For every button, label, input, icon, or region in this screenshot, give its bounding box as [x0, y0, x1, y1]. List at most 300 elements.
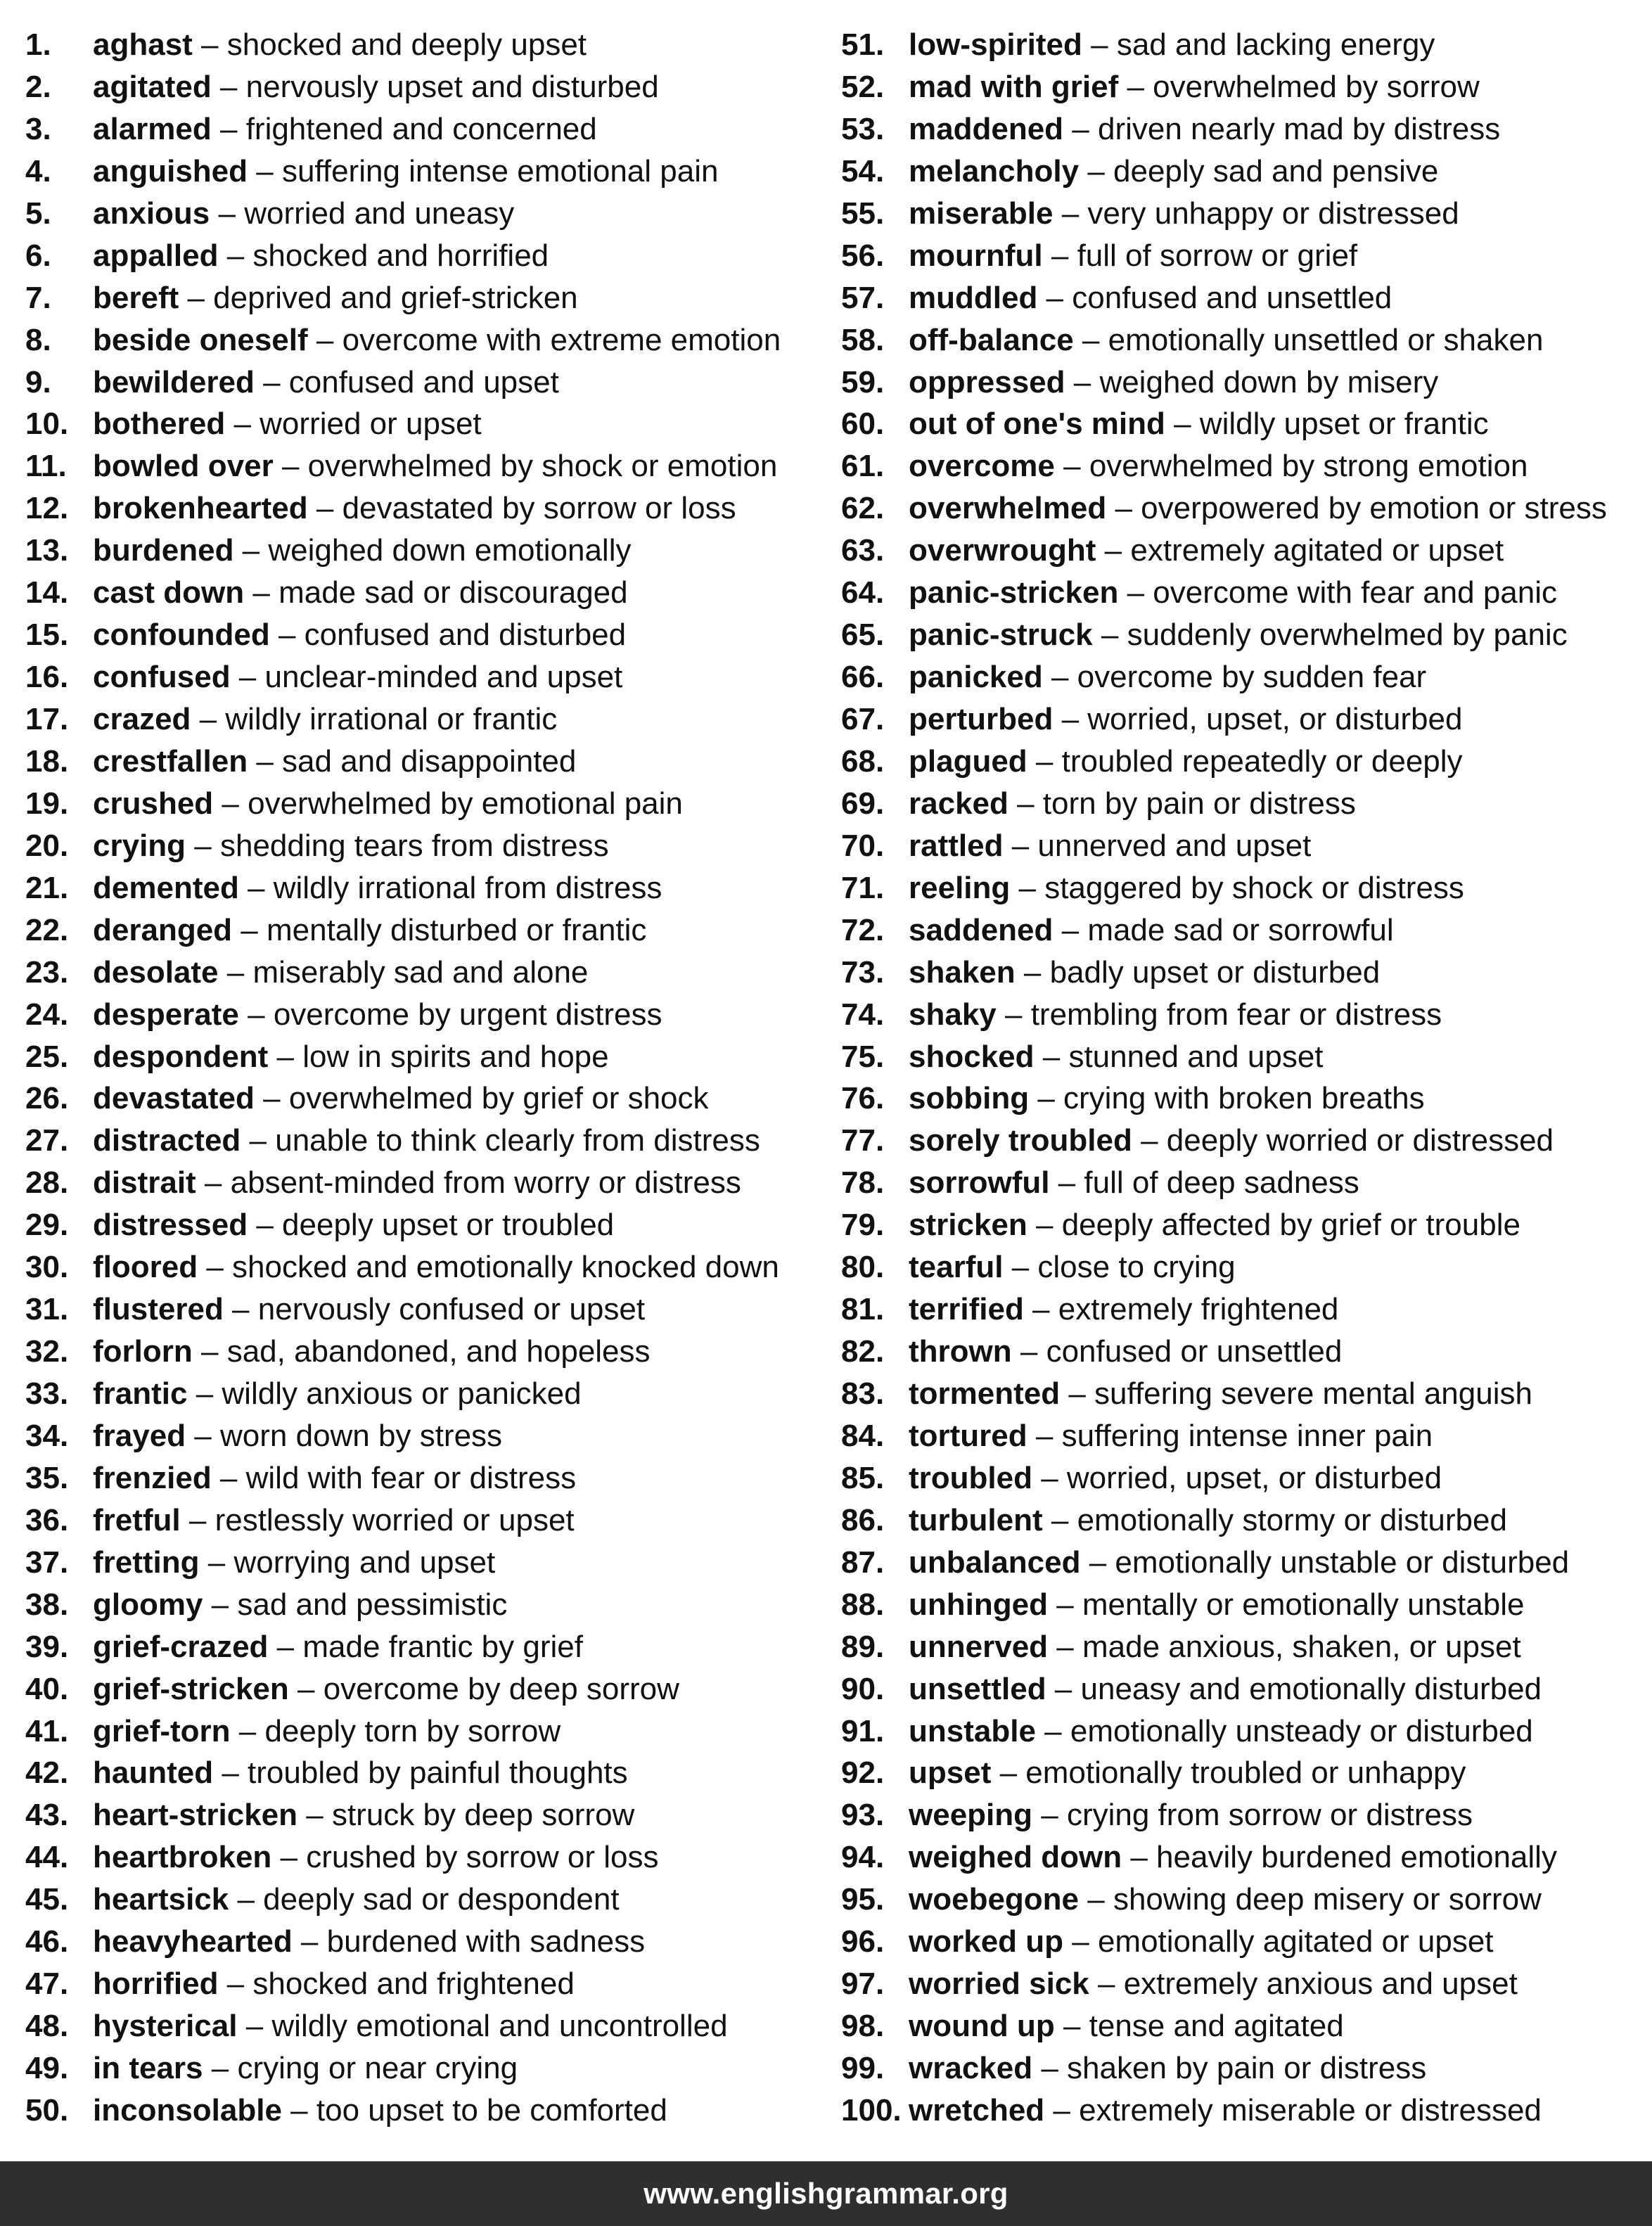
list-item: [841, 2005, 1650, 2047]
item-separator: –: [241, 1123, 276, 1158]
list-item: [841, 66, 1650, 108]
item-word: despondent: [93, 1039, 269, 1074]
item-separator: –: [1037, 280, 1072, 315]
item-separator: –: [268, 1039, 303, 1074]
item-definition: devastated by sorrow or loss: [342, 491, 736, 526]
item-word: perturbed: [909, 702, 1054, 736]
item-separator: –: [186, 1418, 220, 1453]
item-number: 78.: [841, 1165, 885, 1201]
item-definition: overcome with extreme emotion: [342, 322, 781, 357]
item-word: overwrought: [909, 533, 1096, 568]
item-separator: –: [1060, 1376, 1095, 1411]
list-item: [841, 572, 1650, 614]
list-item: [841, 1415, 1650, 1457]
item-number: 42.: [25, 1755, 69, 1791]
item-number: 51.: [841, 27, 885, 62]
item-definition: confused and unsettled: [1072, 280, 1392, 315]
item-definition: worn down by stress: [220, 1418, 503, 1453]
item-separator: –: [307, 491, 342, 526]
item-number: 65.: [841, 618, 885, 653]
item-separator: –: [210, 196, 245, 231]
list-item: [25, 1542, 834, 1584]
item-separator: –: [179, 280, 214, 315]
list-item: [841, 1120, 1650, 1162]
item-word: thrown: [909, 1334, 1012, 1369]
list-item: [25, 909, 834, 952]
item-separator: –: [1029, 1081, 1064, 1116]
item-definition: emotionally unsteady or disturbed: [1070, 1713, 1533, 1748]
item-word: low-spirited: [909, 27, 1082, 62]
list-item: [25, 1836, 834, 1879]
item-separator: –: [244, 575, 279, 610]
item-word: grief-torn: [93, 1713, 231, 1748]
item-definition: overwhelmed by strong emotion: [1089, 449, 1528, 484]
list-item: [25, 151, 834, 193]
item-definition: nervously upset and disturbed: [245, 69, 659, 104]
item-separator: –: [248, 153, 282, 188]
item-number: 77.: [841, 1123, 885, 1158]
item-separator: –: [1010, 870, 1045, 905]
item-definition: tense and agitated: [1089, 2009, 1344, 2044]
item-definition: suffering intense emotional pain: [281, 153, 719, 188]
item-separator: –: [1032, 1798, 1067, 1833]
item-number: 3.: [25, 111, 51, 146]
list-item: [25, 2090, 834, 2132]
item-separator: –: [238, 997, 274, 1032]
item-word: confounded: [93, 618, 270, 653]
list-item: [841, 1457, 1650, 1499]
list-item: [25, 1626, 834, 1668]
item-separator: –: [223, 1292, 258, 1327]
item-number: 59.: [841, 364, 885, 399]
list-item: [841, 362, 1650, 404]
item-definition: shaken by pain or distress: [1067, 2051, 1427, 2085]
item-definition: crying from sorrow or distress: [1066, 1798, 1473, 1833]
item-definition: emotionally stormy or disturbed: [1077, 1502, 1507, 1537]
item-number: 82.: [841, 1334, 885, 1369]
list-item: [25, 193, 834, 235]
item-definition: weighed down emotionally: [268, 533, 632, 568]
item-word: panicked: [909, 660, 1043, 695]
item-number: 19.: [25, 786, 69, 821]
item-definition: overwhelmed by shock or emotion: [307, 449, 778, 484]
list-item: [841, 1752, 1650, 1794]
item-word: sorrowful: [909, 1165, 1050, 1201]
item-word: deranged: [93, 912, 233, 947]
item-number: 46.: [25, 1924, 69, 1959]
item-word: bowled over: [93, 449, 274, 484]
item-separator: –: [1042, 1502, 1077, 1537]
item-word: fretting: [93, 1544, 200, 1580]
item-number: 5.: [25, 196, 51, 231]
list-item: [25, 487, 834, 530]
item-separator: –: [292, 1924, 327, 1959]
list-item: [25, 825, 834, 867]
list-item: [25, 994, 834, 1036]
item-number: 37.: [25, 1544, 69, 1580]
item-number: 1.: [25, 27, 51, 62]
item-number: 70.: [841, 828, 885, 863]
item-number: 9.: [25, 364, 51, 399]
item-definition: shocked and emotionally knocked down: [232, 1250, 779, 1285]
item-word: alarmed: [93, 111, 212, 146]
item-separator: –: [307, 322, 342, 357]
list-item: [25, 235, 834, 277]
item-word: fretful: [93, 1502, 181, 1537]
item-separator: –: [1065, 364, 1100, 399]
item-number: 61.: [841, 449, 885, 484]
list-item: [25, 530, 834, 572]
item-separator: –: [203, 2051, 238, 2085]
item-separator: –: [1042, 660, 1077, 695]
item-number: 83.: [841, 1376, 885, 1411]
list-item: [25, 1584, 834, 1626]
list-item: [841, 825, 1650, 867]
item-number: 57.: [841, 280, 885, 315]
item-number: 18.: [25, 743, 69, 779]
item-definition: worrying and upset: [233, 1544, 496, 1580]
list-item: [25, 867, 834, 909]
item-number: 2.: [25, 69, 51, 104]
item-definition: unclear-minded and upset: [264, 660, 623, 695]
item-number: 62.: [841, 491, 885, 526]
item-word: aghast: [93, 27, 193, 62]
item-definition: made sad or discouraged: [278, 575, 628, 610]
item-word: frantic: [93, 1376, 188, 1411]
list-item: [841, 1162, 1650, 1204]
list-item: [841, 656, 1650, 698]
item-separator: –: [1044, 2092, 1080, 2128]
item-separator: –: [232, 912, 267, 947]
item-word: anxious: [93, 196, 210, 231]
item-definition: full of sorrow or grief: [1077, 238, 1358, 273]
item-separator: –: [218, 954, 253, 990]
item-number: 98.: [841, 2009, 885, 2044]
item-word: demented: [93, 870, 239, 905]
item-word: brokenhearted: [93, 491, 308, 526]
item-word: in tears: [93, 2051, 203, 2085]
list-item: [841, 1246, 1650, 1288]
item-number: 38.: [25, 1587, 69, 1622]
item-separator: –: [271, 1840, 307, 1875]
item-word: tormented: [909, 1376, 1061, 1411]
list-item: [841, 909, 1650, 952]
item-number: 66.: [841, 660, 885, 695]
list-item: [841, 1077, 1650, 1120]
item-separator: –: [1042, 238, 1077, 273]
list-item: [25, 1668, 834, 1710]
item-separator: –: [273, 449, 308, 484]
item-definition: struck by deep sorrow: [331, 1798, 635, 1833]
item-separator: –: [1027, 1208, 1062, 1243]
list-item: [25, 1415, 834, 1457]
list-item: [841, 867, 1650, 909]
item-definition: crying or near crying: [237, 2051, 518, 2085]
item-number: 73.: [841, 954, 885, 990]
item-number: 11.: [25, 449, 67, 484]
list-item: [841, 994, 1650, 1036]
item-definition: torn by pain or distress: [1042, 786, 1356, 821]
item-definition: made sad or sorrowful: [1087, 912, 1394, 947]
item-number: 85.: [841, 1460, 885, 1495]
item-word: sorely troubled: [909, 1123, 1132, 1158]
item-separator: –: [996, 997, 1031, 1032]
item-word: devastated: [93, 1081, 255, 1116]
list-item: [841, 1331, 1650, 1373]
item-definition: worried, upset, or disturbed: [1087, 702, 1463, 736]
item-word: rattled: [909, 828, 1004, 863]
list-item: [25, 1921, 834, 1963]
list-item: [25, 66, 834, 108]
item-word: bewildered: [93, 364, 255, 399]
item-separator: –: [1118, 69, 1153, 104]
list-item: [841, 1963, 1650, 2005]
item-separator: –: [1015, 954, 1050, 990]
list-item: [841, 1288, 1650, 1331]
item-word: grief-stricken: [93, 1671, 289, 1706]
item-number: 97.: [841, 1966, 885, 2002]
item-definition: mentally disturbed or frantic: [266, 912, 647, 947]
item-separator: –: [1096, 533, 1131, 568]
item-definition: wildly anxious or panicked: [222, 1376, 582, 1411]
item-word: heart-stricken: [93, 1798, 298, 1833]
list-item: [841, 1668, 1650, 1710]
list-item: [25, 403, 834, 445]
list-item: [841, 1499, 1650, 1542]
item-separator: –: [1063, 1924, 1098, 1959]
item-number: 53.: [841, 111, 885, 146]
item-word: unsettled: [909, 1671, 1046, 1706]
item-separator: –: [1073, 322, 1108, 357]
list-item: [25, 24, 834, 66]
list-item: [841, 1542, 1650, 1584]
item-word: worked up: [909, 1924, 1064, 1959]
item-word: hysterical: [93, 2009, 238, 2044]
list-item: [25, 1963, 834, 2005]
item-word: burdened: [93, 533, 234, 568]
item-definition: overwhelmed by emotional pain: [248, 786, 683, 821]
item-separator: –: [1011, 1334, 1046, 1369]
list-item: [25, 1246, 834, 1288]
item-definition: uneasy and emotionally disturbed: [1080, 1671, 1542, 1706]
item-number: 6.: [25, 238, 51, 273]
item-word: wretched: [909, 2092, 1045, 2128]
item-word: turbulent: [909, 1502, 1043, 1537]
item-word: agitated: [93, 69, 212, 104]
item-separator: –: [1027, 1418, 1062, 1453]
item-word: upset: [909, 1755, 992, 1791]
item-number: 28.: [25, 1165, 69, 1201]
item-definition: overcome by urgent distress: [273, 997, 662, 1032]
item-separator: –: [238, 870, 274, 905]
list-item: [841, 235, 1650, 277]
item-word: panic-struck: [909, 618, 1093, 653]
list-item: [25, 783, 834, 825]
item-number: 50.: [25, 2092, 69, 2128]
item-number: 17.: [25, 702, 69, 736]
item-definition: showing deep misery or sorrow: [1113, 1882, 1542, 1917]
item-word: tortured: [909, 1418, 1027, 1453]
list-item: [25, 614, 834, 656]
item-word: crestfallen: [93, 743, 248, 779]
item-definition: unable to think clearly from distress: [275, 1123, 760, 1158]
item-separator: –: [1118, 575, 1153, 610]
item-separator: –: [211, 1460, 246, 1495]
item-separator: –: [192, 27, 227, 62]
item-word: shaken: [909, 954, 1016, 990]
item-word: frayed: [93, 1418, 186, 1453]
item-word: crushed: [93, 786, 214, 821]
item-number: 71.: [841, 870, 885, 905]
list-item: [841, 1626, 1650, 1668]
item-definition: shedding tears from distress: [219, 828, 609, 863]
list-item: [841, 741, 1650, 783]
item-number: 7.: [25, 280, 51, 315]
item-definition: overwhelmed by sorrow: [1153, 69, 1480, 104]
item-word: heartbroken: [93, 1840, 272, 1875]
item-word: distressed: [93, 1208, 248, 1243]
item-number: 75.: [841, 1039, 885, 1074]
item-number: 25.: [25, 1039, 69, 1074]
list-item: [25, 1752, 834, 1794]
item-word: overcome: [909, 449, 1055, 484]
item-separator: –: [1054, 2009, 1089, 2044]
item-definition: absent-minded from worry or distress: [230, 1165, 741, 1201]
item-number: 87.: [841, 1544, 885, 1580]
item-word: confused: [93, 660, 231, 695]
list-item: [25, 1036, 834, 1078]
item-separator: –: [248, 743, 283, 779]
item-separator: –: [203, 1587, 238, 1622]
item-separator: –: [233, 533, 269, 568]
item-definition: deeply sad and pensive: [1113, 153, 1439, 188]
list-item: [841, 2047, 1650, 2090]
item-number: 41.: [25, 1713, 69, 1748]
list-item: [25, 1331, 834, 1373]
item-separator: –: [1049, 1165, 1084, 1201]
item-separator: –: [187, 1376, 222, 1411]
item-number: 81.: [841, 1292, 885, 1327]
item-number: 31.: [25, 1292, 69, 1327]
item-separator: –: [1035, 1713, 1070, 1748]
item-word: wracked: [909, 2051, 1033, 2085]
list-item: [841, 1584, 1650, 1626]
item-word: unbalanced: [909, 1544, 1081, 1580]
item-word: panic-stricken: [909, 575, 1119, 610]
item-word: wound up: [909, 2009, 1055, 2044]
item-word: inconsolable: [93, 2092, 282, 2128]
item-separator: –: [1079, 1882, 1113, 1917]
item-word: shocked: [909, 1039, 1035, 1074]
item-definition: made frantic by grief: [302, 1629, 583, 1664]
item-separator: –: [1003, 1250, 1038, 1285]
item-separator: –: [268, 1629, 303, 1664]
item-definition: emotionally unstable or disturbed: [1115, 1544, 1570, 1580]
list-item: [25, 952, 834, 994]
list-item: [841, 193, 1650, 235]
item-separator: –: [191, 702, 226, 736]
item-definition: staggered by shock or distress: [1044, 870, 1464, 905]
item-word: oppressed: [909, 364, 1065, 399]
item-number: 14.: [25, 575, 69, 610]
item-word: stricken: [909, 1208, 1027, 1243]
list-item: [25, 698, 834, 741]
item-separator: –: [218, 238, 253, 273]
list-item: [841, 445, 1650, 487]
item-word: horrified: [93, 1966, 219, 2002]
item-number: 23.: [25, 954, 69, 990]
item-word: out of one's mind: [909, 407, 1165, 442]
item-word: distracted: [93, 1123, 241, 1158]
list-item: [25, 108, 834, 151]
item-number: 74.: [841, 997, 885, 1032]
item-number: 44.: [25, 1840, 69, 1875]
list-item: [25, 572, 834, 614]
item-separator: –: [196, 1165, 231, 1201]
list-item: [25, 1077, 834, 1120]
item-number: 67.: [841, 702, 885, 736]
item-definition: deeply upset or troubled: [282, 1208, 615, 1243]
item-separator: –: [1106, 491, 1141, 526]
list-item: [841, 487, 1650, 530]
list-item: [25, 2047, 834, 2090]
item-definition: weighed down by misery: [1099, 364, 1439, 399]
item-word: weighed down: [909, 1840, 1122, 1875]
item-number: 54.: [841, 153, 885, 188]
item-word: overwhelmed: [909, 491, 1107, 526]
item-word: frenzied: [93, 1460, 212, 1495]
item-number: 32.: [25, 1334, 69, 1369]
item-definition: overpowered by emotion or stress: [1141, 491, 1607, 526]
item-word: heavyhearted: [93, 1924, 293, 1959]
list-item: [841, 783, 1650, 825]
item-separator: –: [1132, 1123, 1167, 1158]
footer-website-link[interactable]: www.englishgrammar.org: [643, 2177, 1009, 2210]
list-item: [841, 1794, 1650, 1836]
item-number: 21.: [25, 870, 69, 905]
item-separator: –: [1027, 743, 1062, 779]
item-separator: –: [1032, 2051, 1068, 2085]
item-definition: deeply affected by grief or trouble: [1061, 1208, 1520, 1243]
item-number: 63.: [841, 533, 885, 568]
item-number: 40.: [25, 1671, 69, 1706]
item-definition: extremely miserable or distressed: [1079, 2092, 1542, 2128]
item-number: 26.: [25, 1081, 69, 1116]
list-item: [25, 319, 834, 362]
item-number: 49.: [25, 2051, 69, 2085]
item-word: haunted: [93, 1755, 214, 1791]
item-word: shaky: [909, 997, 997, 1032]
item-number: 93.: [841, 1798, 885, 1833]
item-separator: –: [1023, 1292, 1058, 1327]
item-word: mad with grief: [909, 69, 1119, 104]
item-word: floored: [93, 1250, 198, 1285]
item-definition: wildly irrational from distress: [273, 870, 662, 905]
item-separator: –: [1053, 196, 1088, 231]
item-word: unhinged: [909, 1587, 1048, 1622]
item-definition: frightened and concerned: [245, 111, 597, 146]
word-list-right-column: [841, 24, 1650, 2132]
item-separator: –: [269, 618, 305, 653]
item-number: 4.: [25, 153, 51, 188]
item-word: reeling: [909, 870, 1011, 905]
item-separator: –: [254, 1081, 289, 1116]
item-number: 29.: [25, 1208, 69, 1243]
item-definition: suffering severe mental anguish: [1094, 1376, 1532, 1411]
item-word: racked: [909, 786, 1009, 821]
list-item: [25, 1499, 834, 1542]
item-separator: –: [297, 1798, 332, 1833]
